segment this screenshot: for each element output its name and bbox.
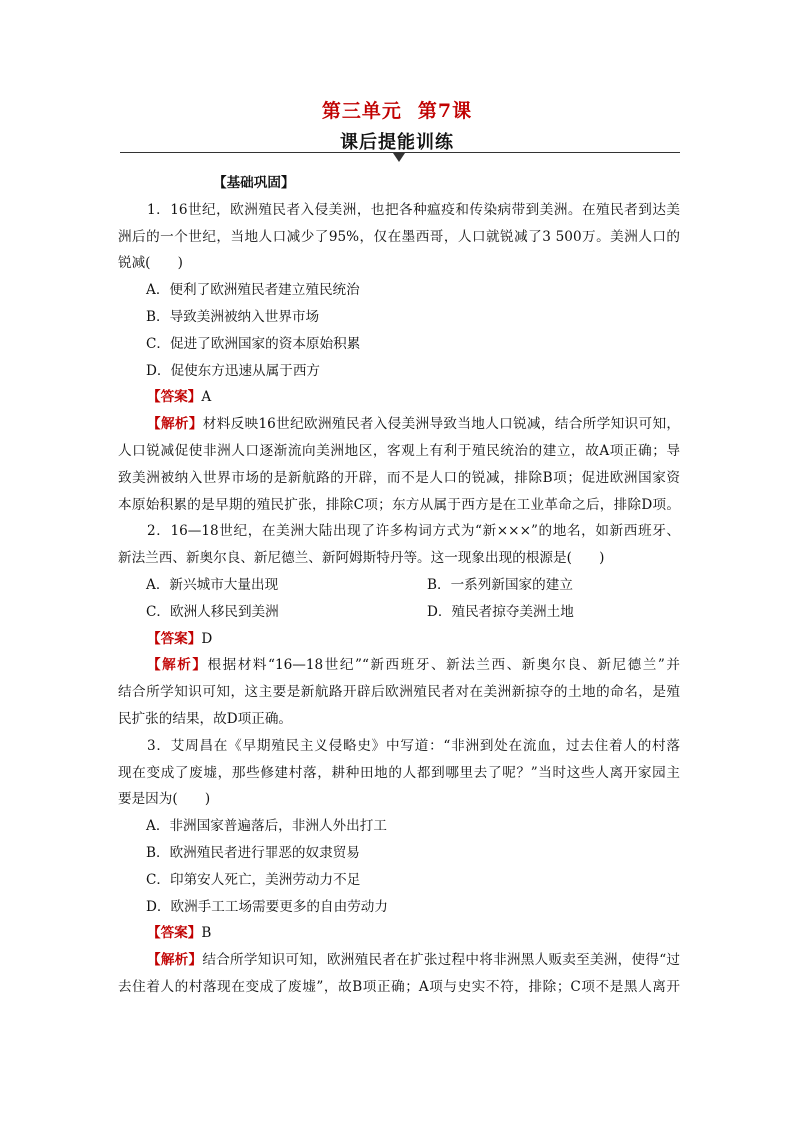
question-3-option-d: D．欧洲手工工场需要更多的自由劳动力: [146, 898, 388, 915]
analysis-label: 【解析】: [147, 657, 208, 674]
unit-label: 第三单元: [321, 100, 402, 122]
question-3-line: 现在变成了废墟，那些修建村落，耕种田地的人都到哪里去了呢？”当时这些人离开家园主: [118, 764, 680, 781]
question-3-answer: [118, 920, 680, 947]
lesson-label: 第7课: [417, 100, 473, 122]
question-3-analysis-line: 去住着人的村落现在变成了废墟”，故B项正确；A项与史实不符，排除；C项不是黑人离开: [118, 978, 680, 995]
question-1-line: 锐减( ): [118, 255, 183, 272]
answer-value: B: [201, 925, 212, 942]
question-2-options-row: [118, 572, 680, 599]
question-2-analysis-line: 结合所学知识可知，这主要是新航路开辟后欧洲殖民者对在美洲新掠夺的土地的命名，是殖: [118, 684, 680, 701]
question-2-line: 2．16—18世纪，在美洲大陆出现了许多构词方式为“新×××”的地名，如新西班牙、: [147, 523, 680, 540]
answer-label: 【答案】: [147, 630, 202, 647]
question-1-line: 洲后的一个世纪，当地人口减少了95%，仅在墨西哥，人口就锐减了3 500万。美洲人口的: [118, 228, 680, 245]
section-heading: 【基础巩固】: [213, 175, 295, 191]
question-2-analysis-line: 民扩张的结果，故D项正确。: [118, 710, 293, 727]
analysis-label: 【解析】: [147, 416, 203, 433]
question-3-option-a: A．非洲国家普遍落后，非洲人外出打工: [146, 818, 387, 835]
question-3-line: 3．艾周昌在《早期殖民主义侵略史》中写道：“非洲到处在流血，过去住着人的村落: [147, 737, 680, 754]
analysis-text: 材料反映16世纪欧洲殖民者入侵美洲导致当地人口锐减，结合所学知识可知，: [202, 416, 680, 433]
question-2-analysis-line: [118, 652, 680, 679]
analysis-text: 根据材料“16—18世纪”“新西班牙、新法兰西、新奥尔良、新尼德兰”并: [207, 657, 680, 674]
question-1-option-d: D．促使东方迅速从属于西方: [146, 362, 321, 379]
content-body: [118, 170, 680, 1001]
question-3-line: 要是因为( ): [118, 791, 211, 808]
answer-label: 【答案】: [147, 925, 202, 942]
question-3-analysis-line: [118, 947, 680, 974]
question-3-option-b: B．欧洲殖民者进行罪恶的奴隶贸易: [146, 844, 360, 861]
question-1-option-b: B．导致美洲被纳入世界市场: [146, 308, 320, 325]
question-1-line: 1．16世纪，欧洲殖民者入侵美洲，也把各种瘟疫和传染病带到美洲。在殖民者到达美: [147, 201, 680, 218]
answer-label: 【答案】: [147, 389, 202, 406]
question-1-analysis-line: [118, 411, 680, 438]
page-subtitle: 课后提能训练: [340, 132, 454, 153]
unit-title: [0, 96, 794, 123]
analysis-text: 结合所学知识可知，欧洲殖民者在扩张过程中将非洲黑人贩卖至美洲，使得“过: [202, 952, 680, 969]
question-2-option-c: C．欧洲人移民到美洲: [146, 603, 279, 620]
question-2-option-a: A．新兴城市大量出现: [146, 576, 279, 593]
question-2-line: 新法兰西、新奥尔良、新尼德兰、新阿姆斯特丹等。这一现象出现的根源是( ): [118, 550, 605, 567]
question-1-analysis-line: 人口锐减促使非洲人口逐渐流向美洲地区，客观上有利于殖民统治的建立，故A项正确；导: [118, 442, 680, 459]
question-1-option-c: C．促进了欧洲国家的资本原始积累: [146, 335, 361, 352]
question-1-analysis-line: 本原始积累的是早期的殖民扩张，排除C项；东方从属于西方是在工业革命之后，排除D项。: [118, 496, 680, 513]
question-1-answer: [118, 384, 680, 411]
answer-value: A: [201, 389, 212, 406]
question-2-option-d: D．殖民者掠夺美洲土地: [427, 603, 574, 620]
question-2-option-b: B．一系列新国家的建立: [427, 576, 573, 593]
divider-triangle-icon: [393, 153, 405, 162]
question-2-options-row: [118, 599, 680, 626]
question-1-option-a: A．便利了欧洲殖民者建立殖民统治: [146, 282, 360, 299]
question-2-answer: [118, 626, 680, 653]
answer-value: D: [201, 630, 213, 647]
analysis-label: 【解析】: [147, 952, 203, 969]
question-1-analysis-line: 致美洲被纳入世界市场的是新航路的开辟，而不是人口的锐减，排除B项；促进欧洲国家资: [118, 469, 680, 486]
question-3-option-c: C．印第安人死亡，美洲劳动力不足: [146, 871, 361, 888]
